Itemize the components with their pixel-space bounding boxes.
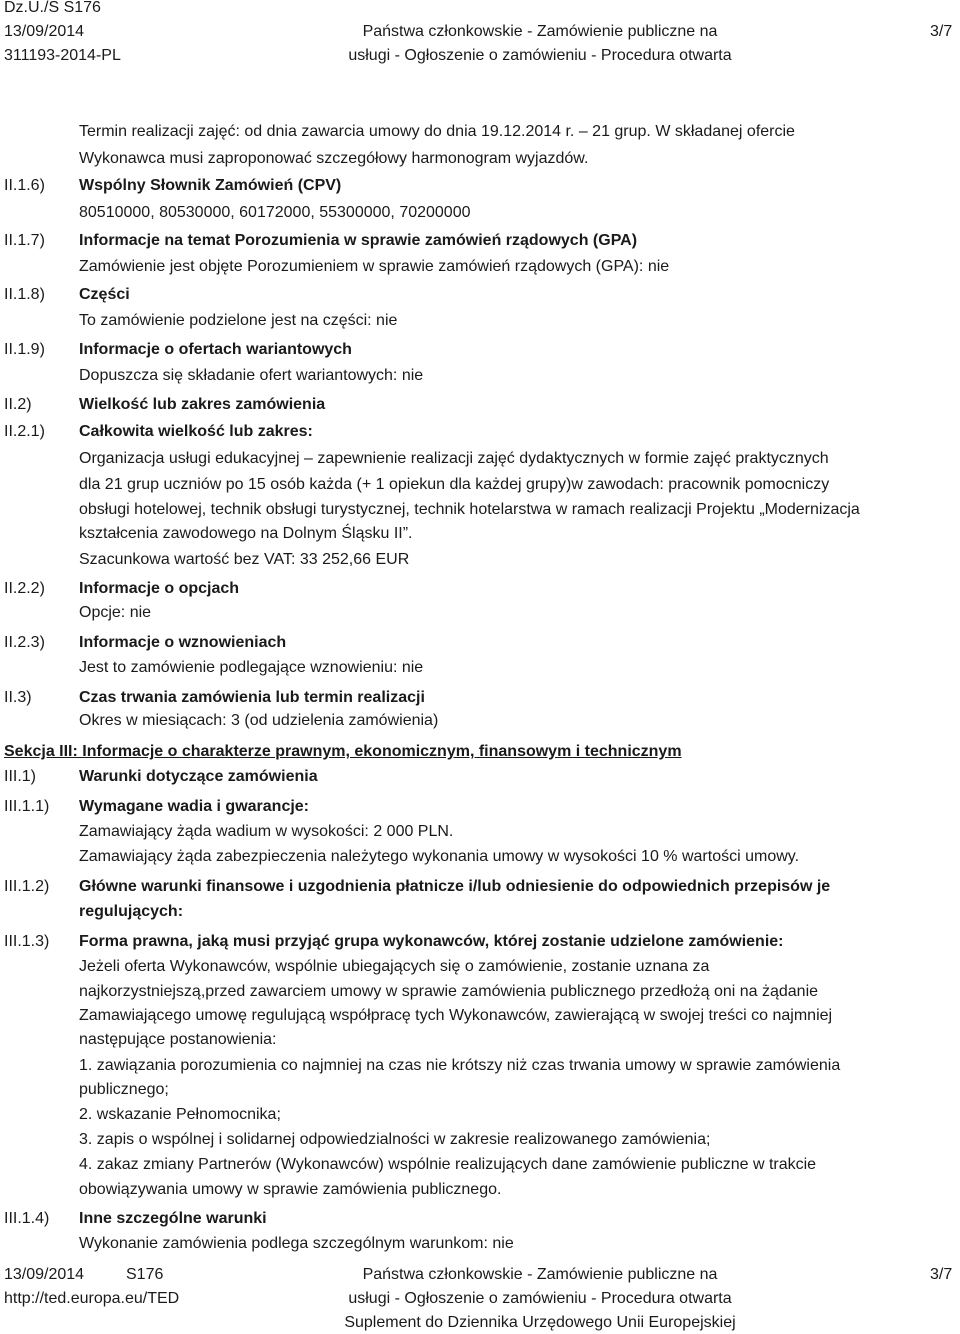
section-text: najkorzystniejszą,przed zawarciem umowy w sprawie zamówienia publicznego przedłożą oni na żądanie xyxy=(79,983,819,1000)
notice-id: 311193-2014-PL xyxy=(4,47,121,64)
section-title: Informacje o ofertach wariantowych xyxy=(79,341,352,358)
section-title: Wielkość lub zakres zamówienia xyxy=(79,396,326,413)
section-title: Czas trwania zamówienia lub termin realizacji xyxy=(79,689,425,706)
section-text: obsługi hotelowej, technik obsługi turystycznej, technik hotelarstwa w ramach realizacji Projektu „Modernizacja xyxy=(79,501,860,518)
section-text: Zamawiający żąda wadium w wysokości: 2 000 PLN. xyxy=(79,823,454,840)
list-item: 4. zakaz zmiany Partnerów (Wykonawców) wspólnie realizujących dane zamówienie publiczne w trakcie xyxy=(79,1156,817,1173)
section-title: Wymagane wadia i gwarancje: xyxy=(79,798,310,815)
section-number: III.1.3) xyxy=(4,933,50,950)
estimated-value: Szacunkowa wartość bez VAT: 33 252,66 EUR xyxy=(79,551,410,568)
footer-date: 13/09/2014 xyxy=(4,1266,85,1283)
section-number: II.3) xyxy=(4,689,32,706)
section-number: II.2.3) xyxy=(4,634,45,651)
list-item: 3. zapis o wspólnej i solidarnej odpowiedzialności w zakresie realizowanego zamówienia; xyxy=(79,1131,711,1148)
section-text: Okres w miesiącach: 3 (od udzielenia zamówienia) xyxy=(79,712,439,729)
section-title: Informacje o wznowieniach xyxy=(79,634,287,651)
list-item-cont: publicznego; xyxy=(79,1081,169,1098)
section-text: kształcenia zawodowego na Dolnym Śląsku II”. xyxy=(79,525,413,542)
section-number: II.2.1) xyxy=(4,423,45,440)
section-text: Dopuszcza się składanie ofert wariantowych: nie xyxy=(79,367,424,384)
section-title: Wspólny Słownik Zamówień (CPV) xyxy=(79,177,342,194)
footer-title-line2: usługi - Ogłoszenie o zamówieniu - Procedura otwarta xyxy=(348,1290,732,1307)
section-title: Całkowita wielkość lub zakres: xyxy=(79,423,313,440)
section-text: następujące postanowienia: xyxy=(79,1031,277,1048)
section-text: Jest to zamówienie podlegające wznowieniu: nie xyxy=(79,659,424,676)
section-title: Inne szczególne warunki xyxy=(79,1210,267,1227)
header-title-line1: Państwa członkowskie - Zamówienie publiczne na xyxy=(362,23,718,40)
section-text: Jeżeli oferta Wykonawców, wspólnie ubiegających się o zamówienie, zostanie uznana za xyxy=(79,958,710,975)
section-title: Główne warunki finansowe i uzgodnienia płatnicze i/lub odniesienie do odpowiednich przepisów je xyxy=(79,878,831,895)
section-number: II.2.2) xyxy=(4,580,45,597)
section-text: To zamówienie podzielone jest na części: nie xyxy=(79,312,398,329)
section-text: 80510000, 80530000, 60172000, 55300000, 70200000 xyxy=(79,204,471,221)
section-number: II.1.7) xyxy=(4,232,45,249)
section-number: III.1.1) xyxy=(4,798,50,815)
header-title-line2: usługi - Ogłoszenie o zamówieniu - Procedura otwarta xyxy=(348,47,732,64)
section-number: III.1) xyxy=(4,768,37,785)
section-number: III.1.4) xyxy=(4,1210,50,1227)
section-title: Informacje o opcjach xyxy=(79,580,240,597)
header-date: 13/09/2014 xyxy=(4,23,85,40)
section-text: Wykonanie zamówienia podlega szczególnym warunkom: nie xyxy=(79,1235,514,1252)
section-text: Organizacja usługi edukacyjnej – zapewnienie realizacji zajęć dydaktycznych w formie zajęć praktycznych xyxy=(79,450,829,467)
section-number: II.1.6) xyxy=(4,177,45,194)
intro-line1: Termin realizacji zajęć: od dnia zawarcia umowy do dnia 19.12.2014 r. – 21 grup. W składanej ofercie xyxy=(79,123,795,140)
list-item-cont: obowiązywania umowy w sprawie zamówienia publicznego. xyxy=(79,1181,502,1198)
section-title: Części xyxy=(79,286,130,303)
section-text: dla 21 grup uczniów po 15 osób każda (+ 1 opiekun dla każdej grupy)w zawodach: pracownik pomocniczy xyxy=(79,476,830,493)
section-title: Informacje na temat Porozumienia w sprawie zamówień rządowych (GPA) xyxy=(79,232,638,249)
section-iii-heading: Sekcja III: Informacje o charakterze prawnym, ekonomicznym, finansowym i technicznym xyxy=(4,743,682,760)
journal-ref: Dz.U./S S176 xyxy=(4,0,101,16)
list-item: 1. zawiązania porozumienia co najmniej na czas nie krótszy niż czas trwania umowy w sprawie zamówienia xyxy=(79,1057,841,1074)
list-item: 2. wskazanie Pełnomocnika; xyxy=(79,1106,281,1123)
header-page-number: 3/7 xyxy=(930,23,953,40)
section-title-cont: regulujących: xyxy=(79,903,184,920)
footer-title-line1: Państwa członkowskie - Zamówienie publiczne na xyxy=(362,1266,718,1283)
footer-supplement: Suplement do Dziennika Urzędowego Unii Europejskiej xyxy=(344,1314,736,1331)
section-number: II.1.8) xyxy=(4,286,45,303)
section-number: III.1.2) xyxy=(4,878,50,895)
section-text: Zamawiającego umowę regulującą współpracę tych Wykonawców, zawierającą w swojej treści co najmniej xyxy=(79,1007,833,1024)
section-number: II.2) xyxy=(4,396,32,413)
section-title: Forma prawna, jaką musi przyjąć grupa wykonawców, której zostanie udzielone zamówienie: xyxy=(79,933,784,950)
footer-code: S176 xyxy=(126,1266,164,1283)
section-title: Warunki dotyczące zamówienia xyxy=(79,768,318,785)
section-number: II.1.9) xyxy=(4,341,45,358)
intro-line2: Wykonawca musi zaproponować szczegółowy harmonogram wyjazdów. xyxy=(79,150,589,167)
ted-link[interactable]: http://ted.europa.eu/TED xyxy=(4,1290,180,1307)
section-text: Zamawiający żąda zabezpieczenia należytego wykonania umowy w wysokości 10 % wartości umowy. xyxy=(79,848,800,865)
footer-page-number: 3/7 xyxy=(930,1266,953,1283)
section-text: Opcje: nie xyxy=(79,604,152,621)
section-text: Zamówienie jest objęte Porozumieniem w sprawie zamówień rządowych (GPA): nie xyxy=(79,258,670,275)
